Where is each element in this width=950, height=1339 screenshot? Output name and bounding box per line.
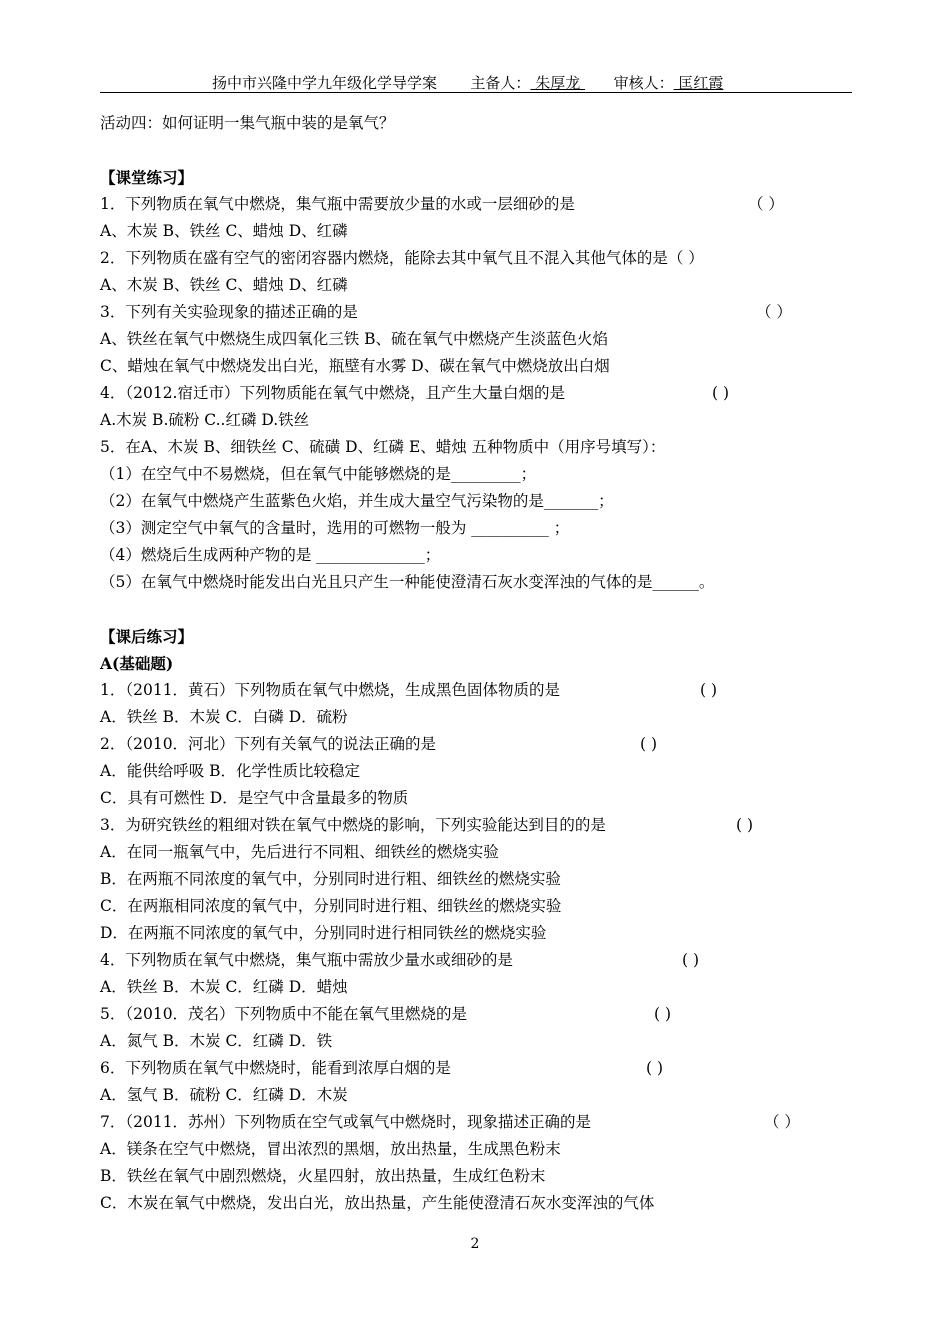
answer-bracket: ( ): [712, 384, 730, 402]
page-header: [100, 70, 852, 93]
homework-q4: [100, 947, 852, 974]
classwork-q3-options-2: C、蜡烛在氧气中燃烧发出白光，瓶壁有水雾 D、碳在氧气中燃烧放出白烟: [100, 357, 610, 375]
homework-q3-b: B．在两瓶不同浓度的氧气中，分别同时进行粗、细铁丝的燃烧实验: [100, 870, 561, 888]
document-body: [100, 110, 852, 1217]
classwork-q1: [100, 191, 852, 218]
homework-q2-options-2: C．具有可燃性 D．是空气中含量最多的物质: [100, 789, 409, 807]
activity-line: 活动四：如何证明一集气瓶中装的是氧气？: [100, 114, 395, 132]
classwork-q4: [100, 380, 852, 407]
homework-q7-c: C．木炭在氧气中燃烧，发出白光，放出热量，产生能使澄清石灰水变浑浊的气体: [100, 1194, 655, 1212]
homework-heading: 【课后练习】: [100, 627, 194, 646]
question-text: 1．（2011．黄石）下列物质在氧气中燃烧，生成黑色固体物质的是: [100, 681, 561, 699]
question-text: 1．下列物质在氧气中燃烧，集气瓶中需要放少量的水或一层细砂的是: [100, 195, 575, 213]
question-text: 4．下列物质在氧气中燃烧，集气瓶中需放少量水或细砂的是: [100, 951, 513, 969]
question-text: 5．（2010．茂名）下列物质中不能在氧气里燃烧的是: [100, 1005, 468, 1023]
preparer-name: 朱厚龙: [530, 74, 585, 92]
homework-q3-d: D．在两瓶不同浓度的氧气中，分别同时进行相同铁丝的燃烧实验: [100, 924, 547, 942]
classwork-q5-2: （2）在氧气中燃烧产生蓝紫色火焰，并生成大量空气污染物的是_______；: [100, 492, 614, 510]
classwork-q5-5: （5）在氧气中燃烧时能发出白光且只产生一种能使澄清石灰水变浑浊的气体的是______。: [100, 573, 715, 591]
answer-bracket: ( ): [640, 735, 658, 753]
answer-bracket: （ ）: [748, 195, 784, 213]
answer-bracket: ( ): [654, 1005, 672, 1023]
homework-q1-options: A．铁丝 B．木炭 C．白磷 D．硫粉: [100, 708, 348, 726]
classwork-q3: [100, 299, 852, 326]
answer-bracket: ( ): [646, 1059, 664, 1077]
homework-q5-options: A．氮气 B．木炭 C．红磷 D．铁: [100, 1032, 333, 1050]
classwork-q5-4: （4）燃烧后生成两种产物的是 ______________；: [100, 546, 441, 564]
classwork-q2: 2．下列物质在盛有空气的密闭容器内燃烧，能除去其中氧气且不混入其他气体的是（ ）: [100, 249, 704, 267]
homework-q1: [100, 677, 852, 704]
classwork-q5-3: （3）测定空气中氧气的含量时，选用的可燃物一般为 __________ ；: [100, 519, 570, 537]
homework-q7: [100, 1109, 852, 1136]
classwork-q1-options: A、木炭 B、铁丝 C、蜡烛 D、红磷: [100, 222, 348, 240]
question-text: 6．下列物质在氧气中燃烧时，能看到浓厚白烟的是: [100, 1059, 451, 1077]
classwork-q5-1: （1）在空气中不易燃烧，但在氧气中能够燃烧的是_________；: [100, 465, 537, 483]
classwork-q5: 5．在A、木炭 B、细铁丝 C、硫磺 D、红磷 E、蜡烛 五种物质中（用序号填写）：: [100, 438, 666, 456]
reviewer-label: 审核人：: [613, 74, 674, 92]
page-number: 2: [470, 1236, 480, 1252]
school-title: 扬中市兴隆中学九年级化学导学案: [212, 74, 438, 92]
homework-q7-a: A．镁条在空气中燃烧，冒出浓烈的黑烟，放出热量，生成黑色粉末: [100, 1140, 561, 1158]
question-text: 4．（2012.宿迁市）下列物质能在氧气中燃烧，且产生大量白烟的是: [100, 384, 565, 402]
homework-q3-c: C．在两瓶相同浓度的氧气中，分别同时进行粗、细铁丝的燃烧实验: [100, 897, 562, 915]
question-text: 3．为研究铁丝的粗细对铁在氧气中燃烧的影响，下列实验能达到目的的是: [100, 816, 606, 834]
classwork-q3-options-1: A、铁丝在氧气中燃烧生成四氧化三铁 B、硫在氧气中燃烧产生淡蓝色火焰: [100, 330, 609, 348]
homework-q6: [100, 1055, 852, 1082]
homework-q3: [100, 812, 852, 839]
classwork-q2-options: A、木炭 B、铁丝 C、蜡烛 D、红磷: [100, 276, 348, 294]
answer-bracket: ( ): [700, 681, 718, 699]
answer-bracket: （ ）: [756, 303, 792, 321]
answer-bracket: ( ): [736, 816, 754, 834]
homework-q4-options: A．铁丝 B．木炭 C．红磷 D．蜡烛: [100, 978, 348, 996]
homework-q6-options: A．氢气 B．硫粉 C．红磷 D．木炭: [100, 1086, 348, 1104]
homework-q2-options-1: A．能供给呼吸 B．化学性质比较稳定: [100, 762, 361, 780]
homework-q2: [100, 731, 852, 758]
classwork-heading: 【课堂练习】: [100, 168, 194, 187]
question-text: 2．（2010．河北）下列有关氧气的说法正确的是: [100, 735, 437, 753]
classwork-q4-options: A.木炭 B.硫粉 C..红磷 D.铁丝: [100, 411, 310, 429]
question-text: 3．下列有关实验现象的描述正确的是: [100, 303, 358, 321]
preparer-label: 主备人：: [470, 74, 531, 92]
answer-bracket: （ ）: [764, 1113, 800, 1131]
header-line: [212, 72, 723, 93]
reviewer-name: 匡红霞: [673, 74, 724, 92]
homework-q5: [100, 1001, 852, 1028]
homework-q3-a: A．在同一瓶氧气中，先后进行不同粗、细铁丝的燃烧实验: [100, 843, 499, 861]
homework-q7-b: B．铁丝在氧气中剧烈燃烧，火星四射，放出热量，生成红色粉末: [100, 1167, 546, 1185]
question-text: 7．（2011．苏州）下列物质在空气或氧气中燃烧时，现象描述正确的是: [100, 1113, 592, 1131]
answer-bracket: ( ): [682, 951, 700, 969]
homework-subheading: A(基础题): [100, 654, 174, 673]
